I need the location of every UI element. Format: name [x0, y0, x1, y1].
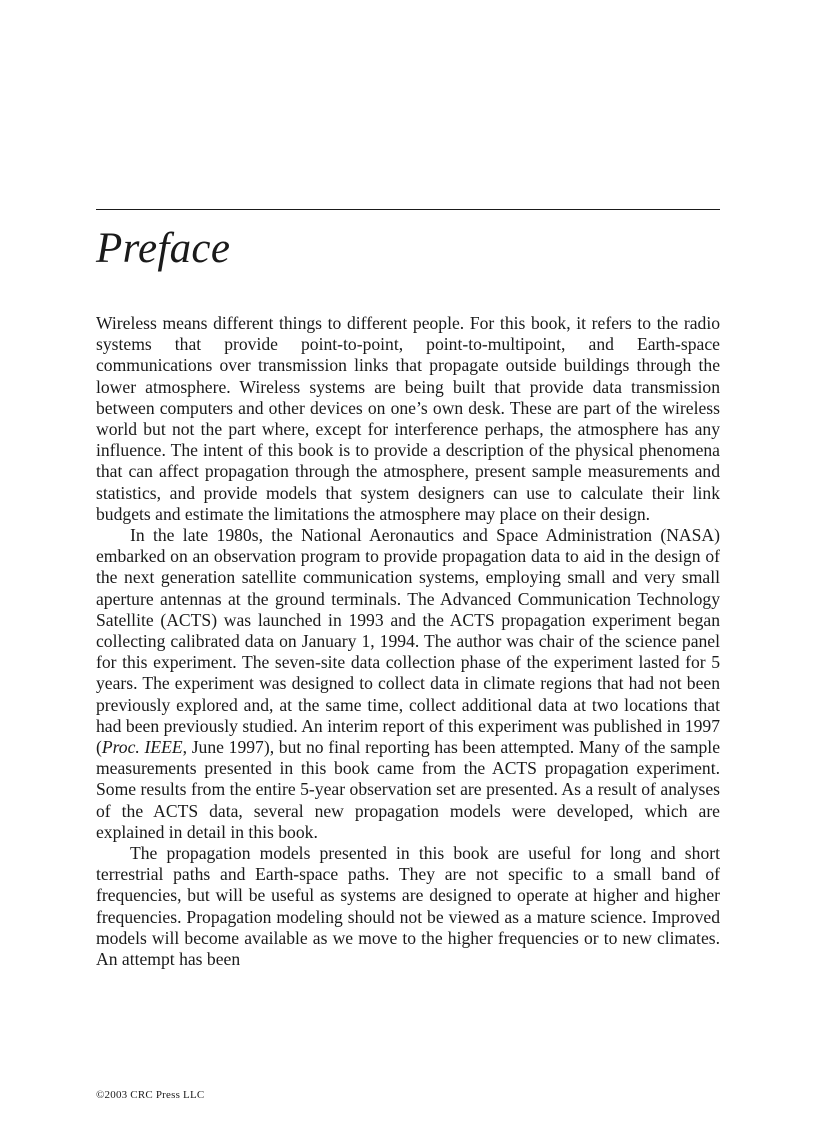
- preface-body: [96, 313, 720, 970]
- copyright-footer: ©2003 CRC Press LLC: [96, 1089, 205, 1101]
- paragraph-2-text-before: In the late 1980s, the National Aeronautics and Space Administration (NASA) embarked on an observation program to provide propagation data to aid in the design of the next generation satellite communication systems, employing small and very small aperture antennas at the ground terminals. The Advanced Communication Technology Satellite (ACTS) was launched in 1993 and the ACTS propagation experiment began collecting calibrated data on January 1, 1994. The author was chair of the science panel for this experiment. The seven-site data collection phase of the experiment lasted for 5 years. The experiment was designed to collect data in climate regions that had not been previously explored and, at the same time, collect additional data at two locations that had been previously studied. An interim report of this experiment was published in 1997 (: [96, 525, 720, 758]
- paragraph-2-text-after: , June 1997), but no final reporting has been attempted. Many of the sample measurements presented in this book came from the ACTS propagation experiment. Some results from the entire 5-year observation set are presented. As a result of analyses of the ACTS data, several new propagation models were developed, which are explained in detail in this book.: [96, 737, 720, 842]
- paragraph-1: Wireless means different things to different people. For this book, it refers to the radio systems that provide point-to-point, point-to-multipoint, and Earth-space communications over transmission links that propagate outside buildings through the lower atmosphere. Wireless systems are being built that provide data transmission between computers and other devices on one’s own desk. These are part of the wireless world but not the part where, except for interference perhaps, the atmosphere has any influence. The intent of this book is to provide a description of the physical phenomena that can affect propagation through the atmosphere, present sample measurements and statistics, and provide models that system designers can use to calculate their link budgets and estimate the limitations the atmosphere may place on their design.: [96, 313, 720, 524]
- page-title: Preface: [96, 225, 231, 272]
- citation-proc-ieee: Proc. IEEE: [101, 737, 183, 758]
- title-rule: [96, 209, 720, 210]
- paragraph-3: The propagation models presented in this book are useful for long and short terrestrial paths and Earth-space paths. They are not specific to a small band of frequencies, but will be useful as systems are designed to operate at higher and higher frequencies. Propagation modeling should not be viewed as a mature science. Improved models will become available as we move to the higher frequencies or to new climates. An attempt has been: [96, 843, 720, 970]
- paragraph-2: [96, 525, 720, 843]
